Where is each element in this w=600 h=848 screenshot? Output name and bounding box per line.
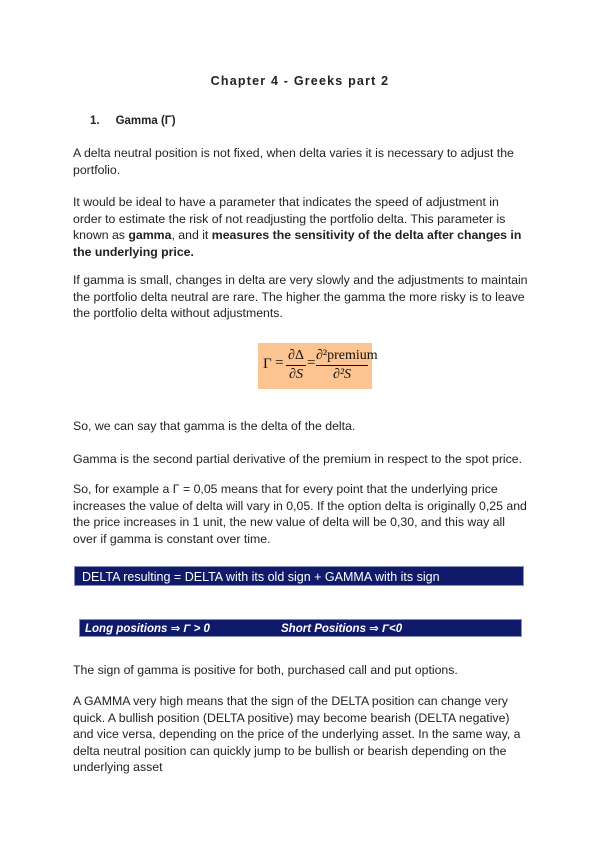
formula-fraction-2: [316, 348, 378, 383]
formula-equals-2: =: [307, 355, 316, 371]
fraction-1-denominator: ∂S: [289, 367, 303, 382]
paragraph-5: Gamma is the second partial derivative of the premium in respect to the spot price.: [73, 452, 523, 466]
paragraph-2-text: It would be ideal to have a parameter that indicates the speed of adjustment in order to estimate the risk of not readjusting the portfolio delta. This parameter is known as: [73, 195, 506, 242]
paragraph-1: A delta neutral position is not fixed, when delta varies it is necessary to adjust the portfolio.: [73, 146, 514, 177]
paragraph-3: If gamma is small, changes in delta are very slowly and the adjustments to maintain the portfolio delta neutral are rare. The higher the gamma the more risky is to leave the portfolio delta without adjustments.: [73, 273, 528, 320]
paragraph-7: The sign of gamma is positive for both, purchased call and put options.: [73, 663, 458, 677]
fraction-1-bar: [286, 365, 306, 366]
fraction-1-numerator: ∂Δ: [288, 348, 304, 363]
paragraph-6: So, for example a Γ = 0,05 means that for every point that the underlying price increases the value of delta will vary in 0,05. If the option delta is originally 0,25 and the price increases in 1 unit, the new value of delta will be 0,30, and this way all over if gamma is constant over time.: [73, 482, 527, 546]
section-title: Gamma (Γ): [115, 115, 176, 127]
paragraph-8: A GAMMA very high means that the sign of the DELTA position can change very quick. A bullish position (DELTA positive) may become bearish (DELTA negative) and vice versa, depending on the price of the underlying asset. In the same way, a delta neutral position can quickly jump to be bullish or bearish depending on the underlying asset: [73, 694, 521, 774]
formula-fraction-1: [286, 348, 306, 383]
fraction-2-numerator: ∂²premium: [316, 348, 378, 363]
paragraph-4: So, we can say that gamma is the delta of the delta.: [73, 419, 356, 433]
gamma-term: gamma: [128, 228, 172, 242]
page-title: Chapter 4 - Greeks part 2: [210, 74, 390, 88]
fraction-2-bar: [316, 365, 368, 366]
paragraph-2: [73, 194, 529, 260]
formula-equals-1: =: [275, 355, 284, 371]
long-positions-label: Long positions ⇒ Γ > 0: [85, 623, 210, 635]
short-positions-label: Short Positions ⇒ Γ<0: [281, 623, 403, 635]
section-number: 1.: [90, 115, 100, 127]
delta-rule-banner: DELTA resulting = DELTA with its old sign + GAMMA with its sign: [74, 566, 524, 586]
paragraph-2-text-2: , and it: [171, 228, 212, 242]
formula-gamma-symbol: Γ: [263, 356, 272, 372]
gamma-formula: [258, 343, 378, 389]
gamma-definition: measures the sensitivity of the delta after changes in the underlying price.: [73, 228, 522, 259]
gamma-sign-banner: [79, 619, 522, 637]
section-heading: [90, 115, 176, 127]
fraction-2-denominator: ∂²S: [332, 367, 352, 382]
